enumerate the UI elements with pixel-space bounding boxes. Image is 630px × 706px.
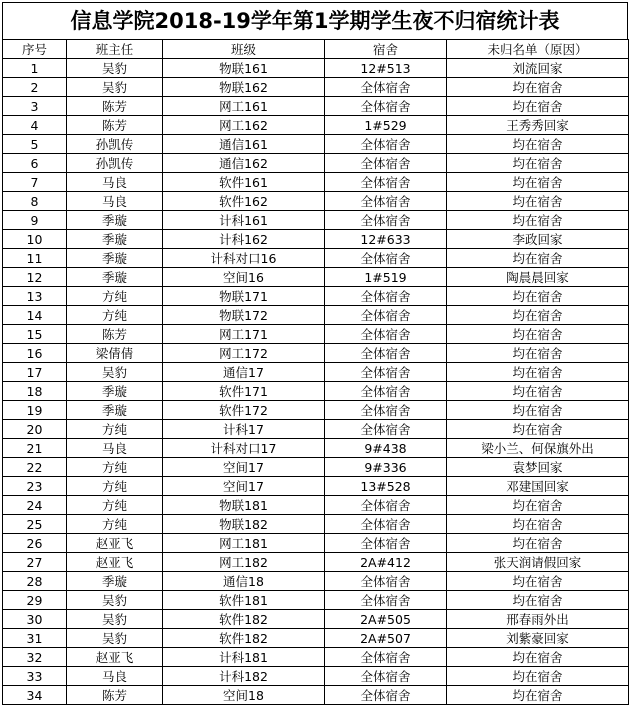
cell-absent-list: 均在宿舍: [447, 686, 629, 705]
cell-absent-list: 均在宿舍: [447, 382, 629, 401]
cell-class: 物联161: [163, 59, 325, 78]
cell-teacher: 赵亚飞: [67, 648, 163, 667]
cell-class: 软件182: [163, 629, 325, 648]
cell-teacher: 陈芳: [67, 116, 163, 135]
cell-dorm: 全体宿舍: [325, 667, 447, 686]
table-row: [3, 591, 629, 610]
cell-teacher: 方纯: [67, 496, 163, 515]
cell-teacher: 方纯: [67, 287, 163, 306]
cell-teacher: 马良: [67, 173, 163, 192]
cell-dorm: 全体宿舍: [325, 135, 447, 154]
cell-index: 34: [3, 686, 67, 705]
cell-index: 29: [3, 591, 67, 610]
cell-teacher: 吴豹: [67, 591, 163, 610]
cell-teacher: 吴豹: [67, 78, 163, 97]
cell-index: 6: [3, 154, 67, 173]
cell-class: 物联171: [163, 287, 325, 306]
cell-dorm: 全体宿舍: [325, 249, 447, 268]
cell-class: 软件181: [163, 591, 325, 610]
cell-dorm: 12#633: [325, 230, 447, 249]
cell-teacher: 方纯: [67, 306, 163, 325]
cell-absent-list: 均在宿舍: [447, 344, 629, 363]
cell-class: 空间17: [163, 458, 325, 477]
cell-index: 7: [3, 173, 67, 192]
table-row: [3, 173, 629, 192]
cell-index: 21: [3, 439, 67, 458]
table-row: [3, 610, 629, 629]
cell-absent-list: 刘流回家: [447, 59, 629, 78]
cell-index: 13: [3, 287, 67, 306]
cell-teacher: 马良: [67, 192, 163, 211]
cell-teacher: 季璇: [67, 211, 163, 230]
cell-class: 计科161: [163, 211, 325, 230]
cell-class: 空间16: [163, 268, 325, 287]
cell-class: 网工172: [163, 344, 325, 363]
table-row: [3, 287, 629, 306]
cell-teacher: 陈芳: [67, 325, 163, 344]
cell-index: 8: [3, 192, 67, 211]
table-row: [3, 344, 629, 363]
cell-teacher: 孙凯传: [67, 135, 163, 154]
cell-class: 物联182: [163, 515, 325, 534]
cell-dorm: 全体宿舍: [325, 496, 447, 515]
cell-dorm: 13#528: [325, 477, 447, 496]
cell-dorm: 2A#507: [325, 629, 447, 648]
cell-teacher: 马良: [67, 667, 163, 686]
cell-index: 18: [3, 382, 67, 401]
table-row: [3, 192, 629, 211]
cell-absent-list: 均在宿舍: [447, 363, 629, 382]
cell-absent-list: 均在宿舍: [447, 154, 629, 173]
cell-class: 软件182: [163, 610, 325, 629]
cell-index: 27: [3, 553, 67, 572]
cell-class: 软件162: [163, 192, 325, 211]
cell-index: 5: [3, 135, 67, 154]
cell-teacher: 季璇: [67, 572, 163, 591]
cell-index: 2: [3, 78, 67, 97]
cell-absent-list: 均在宿舍: [447, 325, 629, 344]
cell-index: 31: [3, 629, 67, 648]
cell-class: 网工171: [163, 325, 325, 344]
cell-class: 空间18: [163, 686, 325, 705]
cell-absent-list: 均在宿舍: [447, 572, 629, 591]
cell-teacher: 陈芳: [67, 97, 163, 116]
cell-index: 10: [3, 230, 67, 249]
cell-teacher: 吴豹: [67, 610, 163, 629]
table-row: [3, 268, 629, 287]
cell-absent-list: 陶晨晨回家: [447, 268, 629, 287]
cell-index: 28: [3, 572, 67, 591]
cell-teacher: 方纯: [67, 477, 163, 496]
table-row: [3, 211, 629, 230]
cell-absent-list: 梁小兰、何保旗外出: [447, 439, 629, 458]
cell-absent-list: 均在宿舍: [447, 97, 629, 116]
table-row: [3, 249, 629, 268]
cell-teacher: 吴豹: [67, 59, 163, 78]
cell-absent-list: 刘紫豪回家: [447, 629, 629, 648]
cell-index: 22: [3, 458, 67, 477]
cell-dorm: 2A#412: [325, 553, 447, 572]
cell-absent-list: 均在宿舍: [447, 534, 629, 553]
cell-class: 计科17: [163, 420, 325, 439]
cell-teacher: 马良: [67, 439, 163, 458]
cell-teacher: 吴豹: [67, 363, 163, 382]
cell-dorm: 12#513: [325, 59, 447, 78]
cell-absent-list: 均在宿舍: [447, 192, 629, 211]
cell-class: 计科181: [163, 648, 325, 667]
cell-class: 物联181: [163, 496, 325, 515]
table-row: [3, 420, 629, 439]
dorm-absence-table: [2, 39, 629, 705]
header-row: [3, 40, 629, 59]
cell-absent-list: 张天润请假回家: [447, 553, 629, 572]
cell-class: 计科182: [163, 667, 325, 686]
cell-index: 23: [3, 477, 67, 496]
cell-dorm: 2A#505: [325, 610, 447, 629]
cell-class: 通信17: [163, 363, 325, 382]
cell-teacher: 赵亚飞: [67, 553, 163, 572]
cell-teacher: 方纯: [67, 458, 163, 477]
cell-index: 4: [3, 116, 67, 135]
cell-absent-list: 均在宿舍: [447, 420, 629, 439]
header-class: 班级: [163, 40, 325, 59]
cell-class: 软件161: [163, 173, 325, 192]
cell-absent-list: 邢春雨外出: [447, 610, 629, 629]
cell-absent-list: 均在宿舍: [447, 648, 629, 667]
table-row: [3, 572, 629, 591]
cell-dorm: 全体宿舍: [325, 382, 447, 401]
cell-dorm: 全体宿舍: [325, 173, 447, 192]
cell-teacher: 季璇: [67, 268, 163, 287]
cell-dorm: 1#519: [325, 268, 447, 287]
cell-dorm: 全体宿舍: [325, 534, 447, 553]
cell-absent-list: 均在宿舍: [447, 211, 629, 230]
cell-index: 19: [3, 401, 67, 420]
table-row: [3, 496, 629, 515]
table-row: [3, 382, 629, 401]
cell-dorm: 全体宿舍: [325, 325, 447, 344]
cell-teacher: 季璇: [67, 401, 163, 420]
table-row: [3, 154, 629, 173]
cell-teacher: 孙凯传: [67, 154, 163, 173]
table-row: [3, 515, 629, 534]
table-row: [3, 458, 629, 477]
cell-absent-list: 李政回家: [447, 230, 629, 249]
cell-absent-list: 均在宿舍: [447, 249, 629, 268]
table-row: [3, 534, 629, 553]
sheet-title: 信息学院2018-19学年第1学期学生夜不归宿统计表: [2, 2, 628, 39]
cell-index: 11: [3, 249, 67, 268]
cell-dorm: 全体宿舍: [325, 515, 447, 534]
cell-absent-list: 均在宿舍: [447, 496, 629, 515]
cell-dorm: 全体宿舍: [325, 211, 447, 230]
cell-dorm: 全体宿舍: [325, 648, 447, 667]
cell-absent-list: 均在宿舍: [447, 591, 629, 610]
cell-index: 1: [3, 59, 67, 78]
table-row: [3, 78, 629, 97]
table-row: [3, 325, 629, 344]
table-row: [3, 135, 629, 154]
table-row: [3, 686, 629, 705]
cell-absent-list: 王秀秀回家: [447, 116, 629, 135]
cell-class: 计科对口16: [163, 249, 325, 268]
table-row: [3, 306, 629, 325]
cell-teacher: 方纯: [67, 420, 163, 439]
cell-index: 25: [3, 515, 67, 534]
cell-index: 33: [3, 667, 67, 686]
header-teacher: 班主任: [67, 40, 163, 59]
cell-class: 通信18: [163, 572, 325, 591]
cell-dorm: 全体宿舍: [325, 97, 447, 116]
cell-absent-list: 邓建国回家: [447, 477, 629, 496]
cell-dorm: 全体宿舍: [325, 287, 447, 306]
cell-dorm: 全体宿舍: [325, 591, 447, 610]
header-absent-list: 未归名单（原因）: [447, 40, 629, 59]
cell-absent-list: 袁梦回家: [447, 458, 629, 477]
cell-class: 软件172: [163, 401, 325, 420]
table-row: [3, 667, 629, 686]
table-row: [3, 629, 629, 648]
header-dorm: 宿舍: [325, 40, 447, 59]
cell-index: 15: [3, 325, 67, 344]
cell-dorm: 1#529: [325, 116, 447, 135]
header-index: 序号: [3, 40, 67, 59]
cell-class: 网工161: [163, 97, 325, 116]
cell-teacher: 方纯: [67, 515, 163, 534]
cell-class: 物联172: [163, 306, 325, 325]
cell-class: 通信161: [163, 135, 325, 154]
spreadsheet: [2, 2, 628, 705]
cell-absent-list: 均在宿舍: [447, 515, 629, 534]
cell-teacher: 吴豹: [67, 629, 163, 648]
cell-dorm: 全体宿舍: [325, 401, 447, 420]
cell-index: 9: [3, 211, 67, 230]
cell-class: 网工182: [163, 553, 325, 572]
cell-dorm: 全体宿舍: [325, 306, 447, 325]
cell-class: 计科对口17: [163, 439, 325, 458]
cell-teacher: 季璇: [67, 230, 163, 249]
cell-index: 12: [3, 268, 67, 287]
cell-dorm: 全体宿舍: [325, 420, 447, 439]
cell-teacher: 季璇: [67, 382, 163, 401]
cell-index: 32: [3, 648, 67, 667]
cell-absent-list: 均在宿舍: [447, 135, 629, 154]
cell-dorm: 全体宿舍: [325, 363, 447, 382]
table-row: [3, 477, 629, 496]
cell-index: 30: [3, 610, 67, 629]
table-row: [3, 363, 629, 382]
cell-class: 软件171: [163, 382, 325, 401]
cell-class: 空间17: [163, 477, 325, 496]
cell-index: 26: [3, 534, 67, 553]
cell-teacher: 陈芳: [67, 686, 163, 705]
cell-absent-list: 均在宿舍: [447, 78, 629, 97]
cell-absent-list: 均在宿舍: [447, 401, 629, 420]
cell-absent-list: 均在宿舍: [447, 287, 629, 306]
cell-dorm: 全体宿舍: [325, 572, 447, 591]
cell-dorm: 全体宿舍: [325, 344, 447, 363]
table-row: [3, 553, 629, 572]
table-row: [3, 116, 629, 135]
table-row: [3, 230, 629, 249]
cell-index: 24: [3, 496, 67, 515]
table-row: [3, 648, 629, 667]
cell-class: 网工162: [163, 116, 325, 135]
cell-index: 3: [3, 97, 67, 116]
cell-index: 17: [3, 363, 67, 382]
cell-class: 计科162: [163, 230, 325, 249]
cell-absent-list: 均在宿舍: [447, 667, 629, 686]
cell-dorm: 全体宿舍: [325, 686, 447, 705]
cell-index: 14: [3, 306, 67, 325]
table-row: [3, 59, 629, 78]
cell-dorm: 全体宿舍: [325, 78, 447, 97]
cell-absent-list: 均在宿舍: [447, 173, 629, 192]
cell-absent-list: 均在宿舍: [447, 306, 629, 325]
cell-class: 通信162: [163, 154, 325, 173]
cell-teacher: 梁倩倩: [67, 344, 163, 363]
table-row: [3, 401, 629, 420]
cell-class: 物联162: [163, 78, 325, 97]
table-row: [3, 439, 629, 458]
table-body: [3, 59, 629, 705]
cell-dorm: 9#438: [325, 439, 447, 458]
cell-class: 网工181: [163, 534, 325, 553]
cell-teacher: 赵亚飞: [67, 534, 163, 553]
cell-dorm: 全体宿舍: [325, 154, 447, 173]
table-row: [3, 97, 629, 116]
cell-dorm: 全体宿舍: [325, 192, 447, 211]
cell-index: 20: [3, 420, 67, 439]
cell-teacher: 季璇: [67, 249, 163, 268]
cell-dorm: 9#336: [325, 458, 447, 477]
cell-index: 16: [3, 344, 67, 363]
